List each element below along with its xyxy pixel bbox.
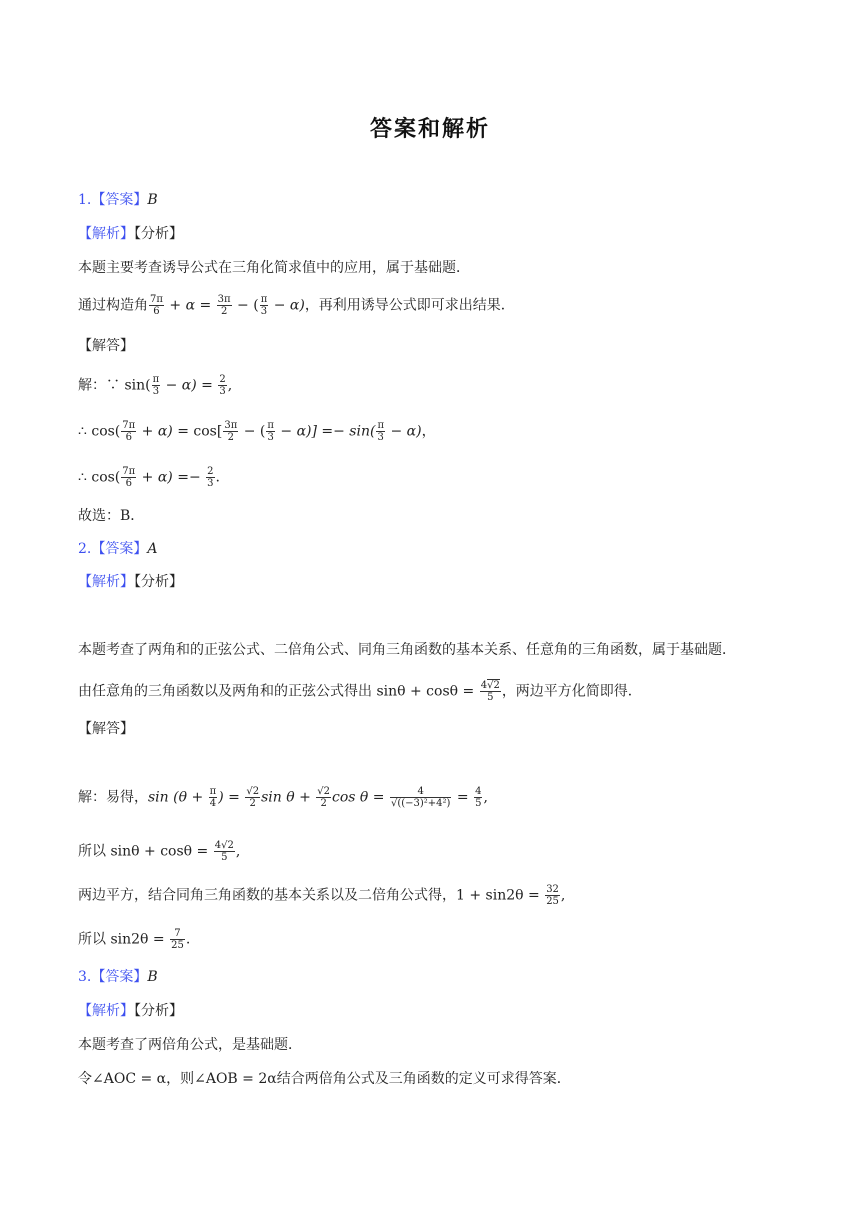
q2-number: 2.: [78, 541, 92, 557]
q2-step3: 两边平方，结合同角三角函数的基本关系以及二倍角公式得，1 + sin2θ = $\frac{32}{25}$ ,: [78, 884, 566, 907]
frac-7pi-6: $\frac{7\pi}{6}$: [150, 294, 163, 317]
q1-jiexi-tag: 【解析】: [78, 226, 134, 242]
q2-answer: A: [147, 541, 158, 557]
q2-step1-pre: 解：易得，: [78, 789, 148, 806]
q2-tags-line: [78, 572, 183, 592]
frac-pi-3: $\frac{\pi}{3}$: [260, 294, 268, 317]
q1-method-post: ，再利用诱导公式即可求出结果．: [304, 297, 515, 314]
frac-3pi-2: $\frac{3\pi}{2}$: [217, 294, 231, 317]
q1-analysis: 本题主要考查诱导公式在三角化简求值中的应用，属于基础题．: [78, 260, 470, 276]
q2-method-post: ，两边平方化简即得．: [501, 683, 642, 700]
q1-tags-line: [78, 224, 183, 244]
q3-answer-line: [78, 967, 158, 987]
q3-fenxi-tag: 【分析】: [134, 1003, 183, 1019]
q2-answer-line: [78, 539, 157, 559]
q3-answer: B: [147, 969, 158, 985]
q2-answer-tag: 【答案】: [91, 541, 148, 557]
page-title: 答案和解析: [369, 116, 490, 142]
q1-choose: 故选：B．: [78, 508, 145, 524]
q3-method: 令∠AOC = α，则∠AOB = 2α结合两倍角公式及三角函数的定义可求得答案．: [78, 1071, 571, 1087]
q2-step2-pre: 所以 sinθ + cosθ =: [78, 843, 213, 860]
q2-step1: 解：易得，sin (θ + $\frac{\pi}{4}$ ) = $\frac{√2}{2}$ sin θ + $\frac{√2}{2}$ cos θ = $\frac{4}{\text{√((−3)²+4²)}}$ = $\frac{4}{5}$ ,: [78, 786, 488, 809]
q1-answer-line: [78, 190, 158, 210]
q2-step4-pre: 所以 sin2θ =: [78, 931, 170, 948]
q2-step2: 所以 sinθ + cosθ = $\frac{4√2}{5}$ ,: [78, 840, 241, 863]
q2-jiexi-tag: 【解析】: [78, 574, 134, 590]
q3-analysis: 本题考查了两倍角公式，是基础题．: [78, 1037, 302, 1053]
q2-method: [78, 680, 642, 703]
q3-number: 3.: [78, 969, 92, 985]
q1-solve-tag: 【解答】: [78, 338, 134, 354]
q1-answer: B: [147, 192, 158, 208]
q1-method: 通过构造角 $\frac{7\pi}{6}$ + α = $\frac{3\pi}{2}$ − ( $\frac{\pi}{3}$ − α)，再利用诱导公式即可求出结果．: [78, 294, 515, 317]
q2-solve-tag: 【解答】: [78, 721, 134, 737]
q2-step3-pre: 两边平方，结合同角三角函数的基本关系以及二倍角公式得，1 + sin2θ =: [78, 887, 545, 904]
q3-answer-tag: 【答案】: [91, 969, 148, 985]
q2-analysis: 本题考查了两角和的正弦公式、二倍角公式、同角三角函数的基本关系、任意角的三角函数，属于基础题．: [78, 642, 736, 658]
q2-method-pre: 由任意角的三角函数以及两角和的正弦公式得出 sinθ + cosθ =: [78, 683, 479, 700]
q1-step3: ∴ cos( $\frac{7\pi}{6}$ + α) =− $\frac{2}{3}$ .: [78, 466, 220, 489]
q1-fenxi-tag: 【分析】: [134, 226, 183, 242]
q1-step2: ∴ cos( $\frac{7\pi}{6}$ + α) = cos[ $\frac{3\pi}{2}$ − ( $\frac{\pi}{3}$ − α)] =− sin( $\frac{\pi}{3}$ − α)，: [78, 420, 436, 443]
q1-answer-tag: 【答案】: [91, 192, 148, 208]
q1-step1: 解：∵ sin( $\frac{\pi}{3}$ − α) = $\frac{2}{3}$ ,: [78, 374, 233, 397]
q1-method-pre: 通过构造角: [78, 297, 148, 314]
q3-tags-line: [78, 1001, 183, 1021]
q1-number: 1.: [78, 192, 92, 208]
frac-4root2-5: $\frac{4√2}{5}$: [480, 680, 500, 703]
q2-fenxi-tag: 【分析】: [134, 574, 183, 590]
q2-step4: 所以 sin2θ = $\frac{7}{25}$ .: [78, 928, 191, 951]
q3-jiexi-tag: 【解析】: [78, 1003, 134, 1019]
